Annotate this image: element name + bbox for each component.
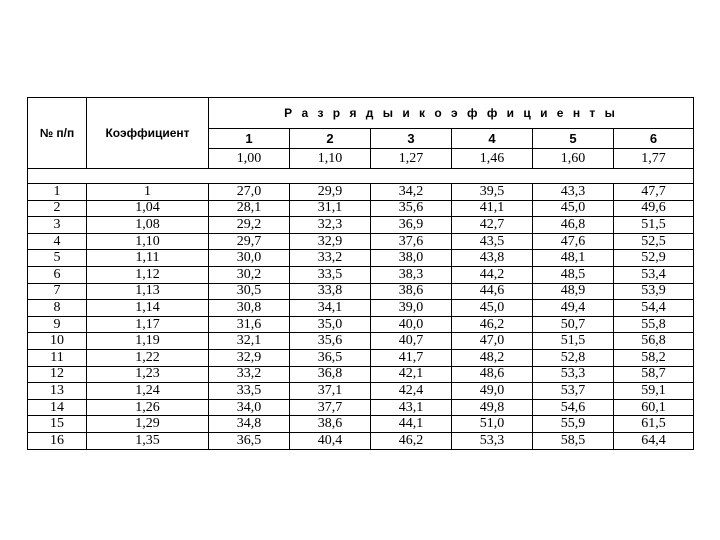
rate-value: 32,3 (290, 217, 371, 234)
row-number: 12 (28, 366, 87, 383)
row-number: 10 (28, 333, 87, 350)
rate-value: 43,1 (371, 399, 452, 416)
row-coefficient: 1,19 (87, 333, 209, 350)
rate-value: 38,0 (371, 250, 452, 267)
rate-value: 48,1 (533, 250, 614, 267)
table-row (28, 366, 694, 383)
rate-value: 28,1 (209, 200, 290, 217)
rate-value: 42,7 (452, 217, 533, 234)
row-number: 8 (28, 300, 87, 317)
rate-value: 45,0 (533, 200, 614, 217)
rate-value: 33,2 (209, 366, 290, 383)
rank-header: 1 (209, 129, 290, 149)
rate-value: 49,0 (452, 383, 533, 400)
rate-value: 44,1 (371, 416, 452, 433)
rank-coefficient: 1,00 (209, 149, 290, 169)
rate-value: 50,7 (533, 316, 614, 333)
table-row (28, 217, 694, 234)
rate-value: 38,6 (290, 416, 371, 433)
rate-value: 56,8 (614, 333, 694, 350)
row-coefficient: 1,08 (87, 217, 209, 234)
coefficient-header: Коэффициент (87, 98, 209, 169)
rate-value: 53,9 (614, 283, 694, 300)
row-coefficient: 1,11 (87, 250, 209, 267)
rate-value: 47,0 (452, 333, 533, 350)
rate-value: 34,0 (209, 399, 290, 416)
rate-value: 31,6 (209, 316, 290, 333)
number-header: № п/п (28, 98, 87, 169)
rate-value: 42,4 (371, 383, 452, 400)
row-number: 4 (28, 233, 87, 250)
rate-value: 33,5 (290, 266, 371, 283)
row-number: 7 (28, 283, 87, 300)
row-number: 11 (28, 349, 87, 366)
row-number: 5 (28, 250, 87, 267)
rate-value: 51,5 (533, 333, 614, 350)
row-coefficient: 1,29 (87, 416, 209, 433)
rate-value: 52,8 (533, 349, 614, 366)
rate-value: 44,6 (452, 283, 533, 300)
rate-value: 46,8 (533, 217, 614, 234)
rate-value: 61,5 (614, 416, 694, 433)
rate-value: 36,8 (290, 366, 371, 383)
header-row-group (28, 98, 694, 129)
rate-value: 40,0 (371, 316, 452, 333)
rate-value: 33,2 (290, 250, 371, 267)
rate-value: 32,1 (209, 333, 290, 350)
rate-value: 52,9 (614, 250, 694, 267)
row-number: 14 (28, 399, 87, 416)
rate-value: 38,6 (371, 283, 452, 300)
rate-value: 37,1 (290, 383, 371, 400)
row-number: 9 (28, 316, 87, 333)
rate-value: 47,6 (533, 233, 614, 250)
row-coefficient: 1,04 (87, 200, 209, 217)
row-number: 13 (28, 383, 87, 400)
table-row (28, 399, 694, 416)
rate-value: 46,2 (452, 316, 533, 333)
rate-value: 41,7 (371, 349, 452, 366)
rate-value: 38,3 (371, 266, 452, 283)
rate-value: 36,5 (290, 349, 371, 366)
rate-value: 43,5 (452, 233, 533, 250)
rate-value: 35,0 (290, 316, 371, 333)
rate-value: 53,4 (614, 266, 694, 283)
table-row (28, 349, 694, 366)
ranks-group-header: Р а з р я д ы и к о э ф ф и ц и е н т ы (209, 98, 694, 129)
rate-value: 59,1 (614, 383, 694, 400)
rate-value: 53,3 (533, 366, 614, 383)
rank-header: 5 (533, 129, 614, 149)
rate-value: 58,7 (614, 366, 694, 383)
table-row (28, 300, 694, 317)
row-coefficient: 1,10 (87, 233, 209, 250)
rate-value: 48,2 (452, 349, 533, 366)
rate-value: 32,9 (290, 233, 371, 250)
row-number: 15 (28, 416, 87, 433)
table-row (28, 250, 694, 267)
rate-value: 32,9 (209, 349, 290, 366)
rate-value: 47,7 (614, 184, 694, 201)
rate-value: 33,5 (209, 383, 290, 400)
spacer-cell (28, 169, 694, 184)
rate-value: 58,2 (614, 349, 694, 366)
row-coefficient: 1,22 (87, 349, 209, 366)
rate-value: 64,4 (614, 432, 694, 449)
rate-value: 36,9 (371, 217, 452, 234)
rate-value: 39,0 (371, 300, 452, 317)
rate-value: 35,6 (371, 200, 452, 217)
rank-header: 6 (614, 129, 694, 149)
rate-value: 42,1 (371, 366, 452, 383)
rate-value: 29,7 (209, 233, 290, 250)
rank-header: 4 (452, 129, 533, 149)
rate-value: 44,2 (452, 266, 533, 283)
row-coefficient: 1,14 (87, 300, 209, 317)
rate-value: 27,0 (209, 184, 290, 201)
table-row (28, 266, 694, 283)
rank-coefficient: 1,27 (371, 149, 452, 169)
table-row (28, 200, 694, 217)
rate-value: 34,8 (209, 416, 290, 433)
rank-coefficient: 1,77 (614, 149, 694, 169)
rate-value: 43,3 (533, 184, 614, 201)
rate-value: 48,6 (452, 366, 533, 383)
row-coefficient: 1,35 (87, 432, 209, 449)
rate-value: 29,2 (209, 217, 290, 234)
row-coefficient: 1,12 (87, 266, 209, 283)
rate-value: 53,7 (533, 383, 614, 400)
table-row (28, 432, 694, 449)
rate-value: 30,5 (209, 283, 290, 300)
row-coefficient: 1,13 (87, 283, 209, 300)
table-row (28, 416, 694, 433)
row-number: 3 (28, 217, 87, 234)
rate-value: 30,8 (209, 300, 290, 317)
row-number: 6 (28, 266, 87, 283)
row-coefficient: 1 (87, 184, 209, 201)
rate-value: 58,5 (533, 432, 614, 449)
rank-header: 3 (371, 129, 452, 149)
rate-value: 51,0 (452, 416, 533, 433)
row-number: 16 (28, 432, 87, 449)
rank-coefficient: 1,10 (290, 149, 371, 169)
rate-value: 49,8 (452, 399, 533, 416)
table-row (28, 233, 694, 250)
rate-value: 55,9 (533, 416, 614, 433)
rate-value: 53,3 (452, 432, 533, 449)
rate-value: 46,2 (371, 432, 452, 449)
row-number: 2 (28, 200, 87, 217)
row-coefficient: 1,17 (87, 316, 209, 333)
row-number: 1 (28, 184, 87, 201)
rate-value: 35,6 (290, 333, 371, 350)
table-row (28, 383, 694, 400)
rate-value: 34,1 (290, 300, 371, 317)
rate-value: 48,5 (533, 266, 614, 283)
rate-value: 41,1 (452, 200, 533, 217)
rate-value: 55,8 (614, 316, 694, 333)
rate-value: 48,9 (533, 283, 614, 300)
rate-value: 54,4 (614, 300, 694, 317)
rate-value: 52,5 (614, 233, 694, 250)
rate-value: 60,1 (614, 399, 694, 416)
rate-value: 29,9 (290, 184, 371, 201)
row-coefficient: 1,24 (87, 383, 209, 400)
rate-value: 54,6 (533, 399, 614, 416)
spacer-row (28, 169, 694, 184)
rate-value: 39,5 (452, 184, 533, 201)
rate-value: 37,7 (290, 399, 371, 416)
rate-value: 30,2 (209, 266, 290, 283)
rate-value: 40,4 (290, 432, 371, 449)
table-row (28, 283, 694, 300)
rank-coefficient: 1,60 (533, 149, 614, 169)
rank-header: 2 (290, 129, 371, 149)
row-coefficient: 1,23 (87, 366, 209, 383)
rate-value: 36,5 (209, 432, 290, 449)
rate-value: 40,7 (371, 333, 452, 350)
rates-table (27, 97, 694, 450)
table-row (28, 316, 694, 333)
rate-value: 37,6 (371, 233, 452, 250)
rate-value: 30,0 (209, 250, 290, 267)
rank-coefficient: 1,46 (452, 149, 533, 169)
rate-value: 31,1 (290, 200, 371, 217)
row-coefficient: 1,26 (87, 399, 209, 416)
rate-value: 51,5 (614, 217, 694, 234)
rate-value: 43,8 (452, 250, 533, 267)
rate-value: 34,2 (371, 184, 452, 201)
rate-value: 45,0 (452, 300, 533, 317)
table-row (28, 333, 694, 350)
table-row (28, 184, 694, 201)
rate-value: 49,6 (614, 200, 694, 217)
rate-value: 33,8 (290, 283, 371, 300)
rate-value: 49,4 (533, 300, 614, 317)
